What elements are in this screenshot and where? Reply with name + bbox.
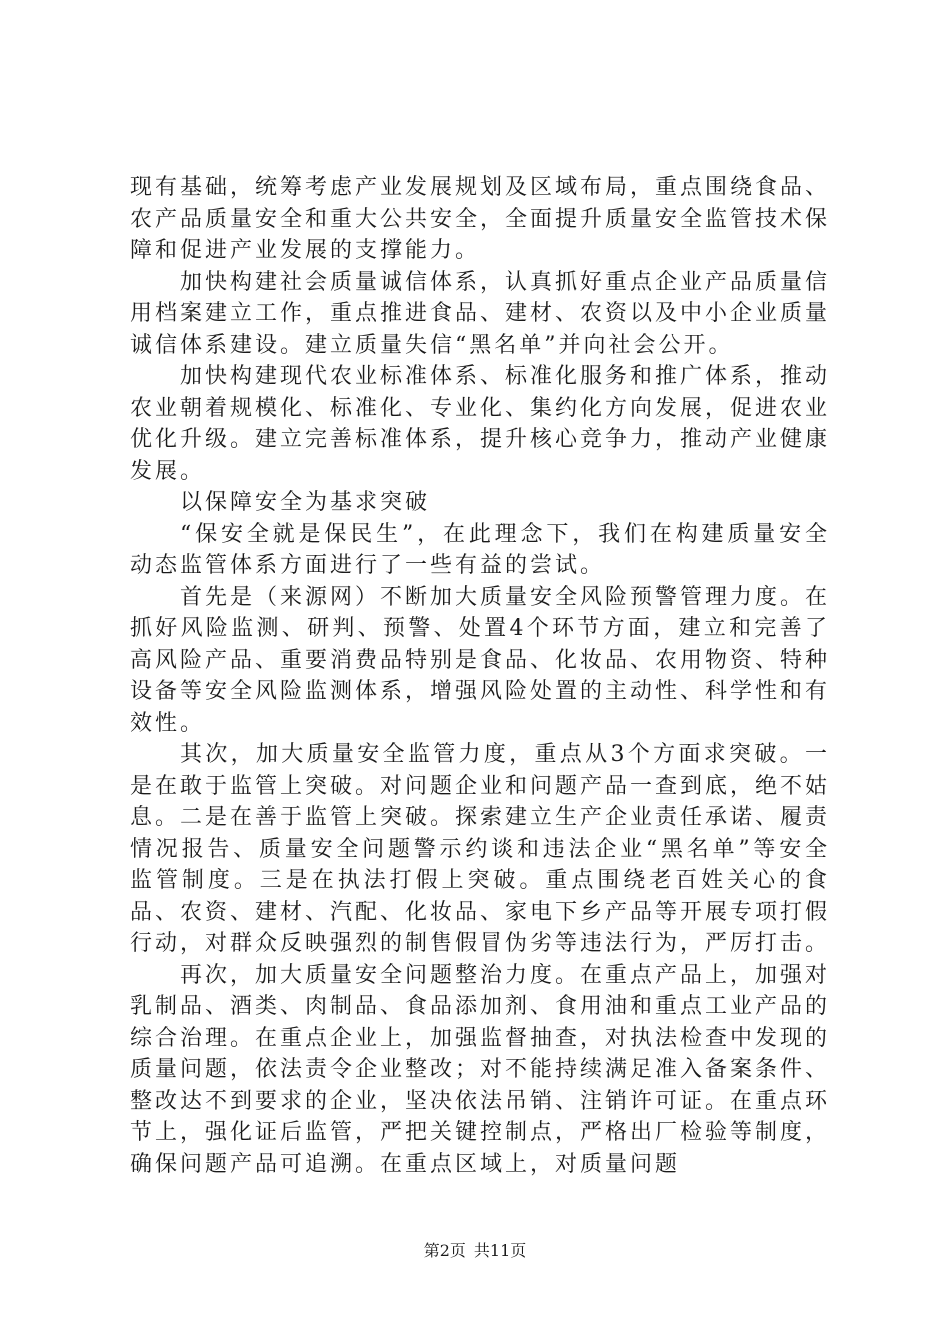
page-number: 第2页	[423, 1241, 466, 1260]
paragraph: 首先是（来源网）不断加大质量安全风险预警管理力度。在抓好风险监测、研判、预警、处置4个环节方面，建立和完善了高风险产品、重要消费品特别是食品、化妆品、农用物资、特种设备等安全风险监测体系，增强风险处置的主动性、科学性和有效性。	[130, 584, 831, 736]
paragraph: 现有基础，统筹考虑产业发展规划及区域布局，重点围绕食品、农产品质量安全和重大公共安全，全面提升质量安全监管技术保障和促进产业发展的支撑能力。	[130, 175, 831, 263]
paragraph: 加快构建现代农业标准体系、标准化服务和推广体系，推动农业朝着规模化、标准化、专业化、集约化方向发展，促进农业优化升级。建立完善标准体系，提升核心竞争力，推动产业健康发展。	[130, 364, 831, 484]
paragraph: 其次，加大质量安全监管力度，重点从3个方面求突破。一是在敢于监管上突破。对问题企业和问题产品一查到底，绝不姑息。二是在善于监管上突破。探索建立生产企业责任承诺、履责情况报告、质量安全问题警示约谈和违法企业“黑名单”等安全监管制度。三是在执法打假上突破。重点围绕老百姓关心的食品、农资、建材、汽配、化妆品、家电下乡产品等开展专项打假行动，对群众反映强烈的制售假冒伪劣等违法行为，严厉打击。	[130, 742, 831, 956]
page-total: 共11页	[473, 1241, 527, 1260]
section-heading: 以保障安全为基求突破	[180, 490, 431, 515]
paragraph: 加快构建社会质量诚信体系，认真抓好重点企业产品质量信用档案建立工作，重点推进食品、建材、农资以及中小企业质量诚信体系建设。建立质量失信“黑名单”并向社会公开。	[130, 269, 831, 358]
paragraph: “保安全就是保民生”，在此理念下，我们在构建质量安全动态监管体系方面进行了一些有益的尝试。	[130, 521, 830, 578]
paragraph: 再次，加大质量安全问题整治力度。在重点产品上，加强对乳制品、酒类、肉制品、食品添加剂、食用油和重点工业产品的综合治理。在重点企业上，加强监督抽查，对执法检查中发现的质量问题，依法责令企业整改；对不能持续满足准入备案条件、整改达不到要求的企业，坚决依法吊销、注销许可证。在重点环节上，强化证后监管，严把关键控制点，严格出厂检验等制度，确保问题产品可追溯。在重点区域上，对质量问题	[130, 962, 831, 1177]
page-footer	[0, 1238, 950, 1261]
document-body	[130, 172, 830, 1180]
